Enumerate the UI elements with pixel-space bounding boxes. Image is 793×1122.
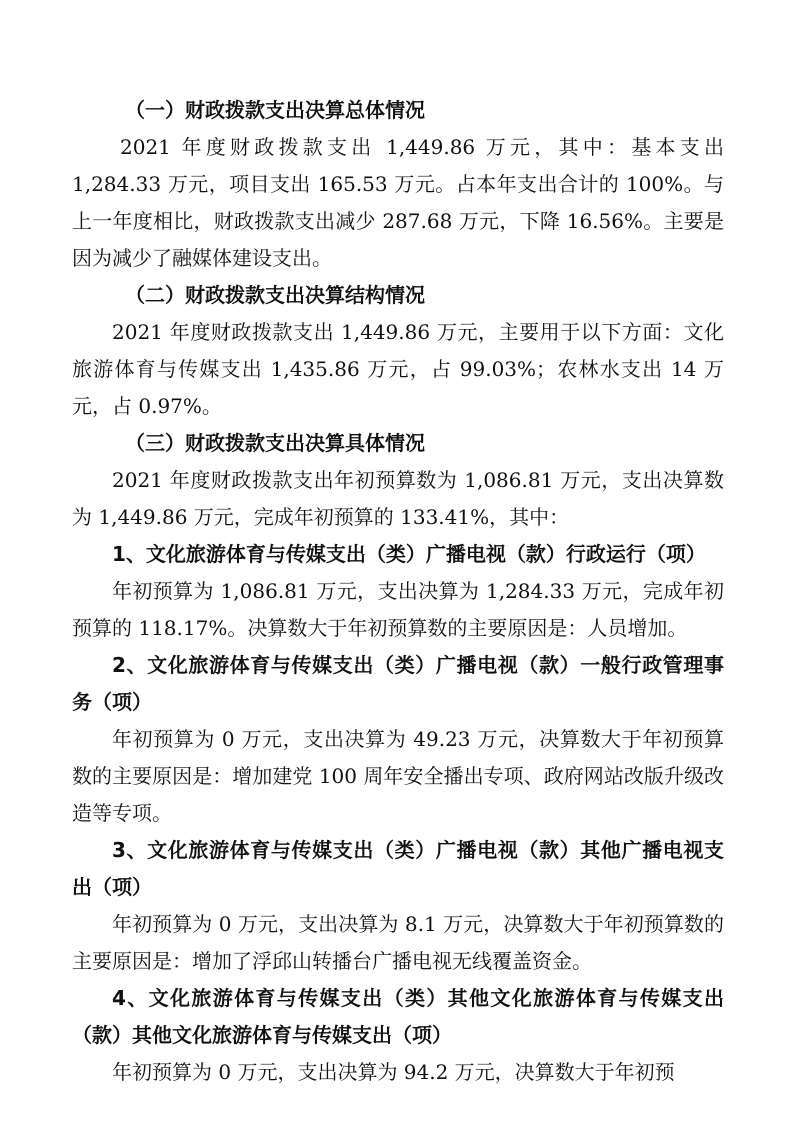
item-4-paragraph: 年初预算为 0 万元，支出决算为 94.2 万元，决算数大于年初预: [112, 1060, 675, 1084]
section-3-paragraph: 2021 年度财政拨款支出年初预算数为 1,086.81 万元，支出决算数为 1,449.86 万元，完成年初预算的 133.41%，其中：: [72, 468, 724, 529]
item-3-paragraph: 年初预算为 0 万元，支出决算为 8.1 万元，决算数大于年初预算数的主要原因是：增加了浮邱山转播台广播电视无线覆盖资金。: [72, 912, 724, 973]
document-body: [72, 92, 724, 1091]
section-1-paragraph: 2021 年度财政拨款支出 1,449.86 万元，其中：基本支出 1,284.33 万元，项目支出 165.53 万元。占本年支出合计的 100%。与上一年度相比，财政拨款支出减少 287.68 万元，下降 16.56%。主要是因为减少了融媒体建设支出。: [72, 135, 724, 270]
item-1-paragraph: 年初预算为 1,086.81 万元，支出决算为 1,284.33 万元，完成年初预算的 118.17%。决算数大于年初预算数的主要原因是：人员增加。: [72, 579, 724, 640]
section-3-title: （三）财政拨款支出决算具体情况: [125, 431, 425, 455]
item-4-title: 4、文化旅游体育与传媒支出（类）其他文化旅游体育与传媒支出（款）其他文化旅游体育与传媒支出（项）: [72, 986, 724, 1047]
item-3-title: 3、文化旅游体育与传媒支出（类）广播电视（款）其他广播电视支出（项）: [72, 838, 724, 899]
item-2-title: 2、文化旅游体育与传媒支出（类）广播电视（款）一般行政管理事务（项）: [72, 653, 724, 714]
section-2-paragraph: 2021 年度财政拨款支出 1,449.86 万元，主要用于以下方面：文化旅游体育与传媒支出 1,435.86 万元，占 99.03%；农林水支出 14 万元，占 0.97%。: [72, 320, 724, 418]
item-2-paragraph: 年初预算为 0 万元，支出决算为 49.23 万元，决算数大于年初预算数的主要原因是：增加建党 100 周年安全播出专项、政府网站改版升级改造等专项。: [72, 727, 724, 825]
section-2-title: （二）财政拨款支出决算结构情况: [125, 283, 425, 307]
section-1-title: （一）财政拨款支出决算总体情况: [125, 98, 425, 122]
item-1-title: 1、文化旅游体育与传媒支出（类）广播电视（款）行政运行（项）: [112, 542, 706, 566]
